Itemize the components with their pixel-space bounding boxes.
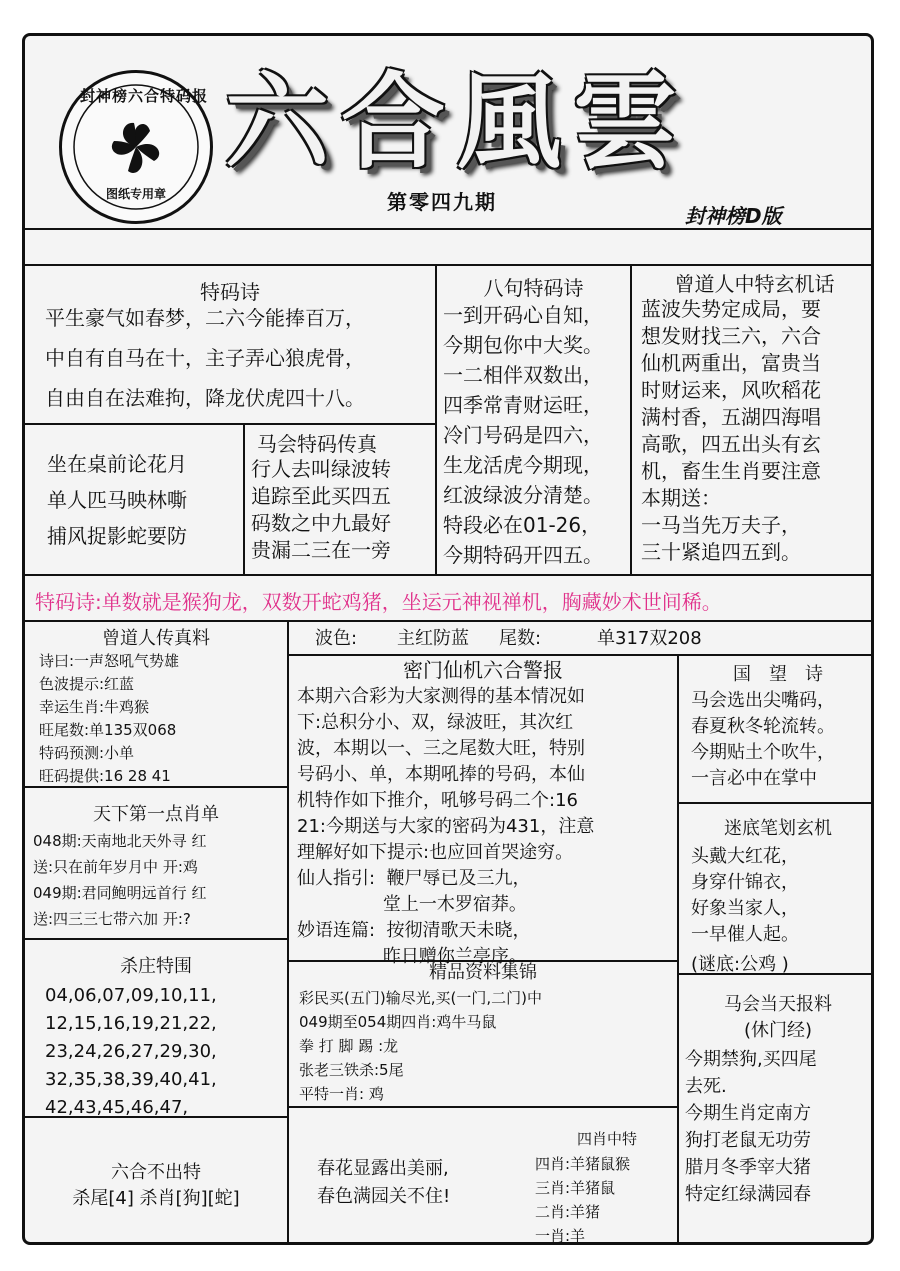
stamp-ring-text: 封神榜六合特码报 — [80, 87, 209, 105]
secret-line: 仙人指引: 鞭尸辱已及三九， — [297, 868, 531, 889]
horse-fax-body — [251, 456, 435, 564]
fine-line: 彩民买(五门)输尽光,买(一门,二门)中 — [299, 989, 542, 1007]
issue-number: 第零四九期 — [387, 190, 497, 214]
eight-line: 特段必在01-26， — [443, 513, 602, 537]
zeng-talk-line: 机，畜生生肖要注意 — [641, 459, 821, 483]
secret-line: 昨日赠你兰亭序。 — [297, 946, 527, 967]
four-body — [535, 1152, 677, 1245]
horse-fax-line: 追踪至此买四五 — [251, 484, 391, 508]
zodiac-list-line: 送:四三三七带六加 开:? — [33, 910, 191, 928]
four-line: 四肖:羊猪鼠猴 — [535, 1155, 631, 1173]
horse-fax-line: 码数之中九最好 — [251, 511, 391, 535]
poem-line-3: 自由自在法难拘，降龙伏虎四十八。 — [45, 386, 365, 410]
zodiac-list-title: 天下第一点肖单 — [93, 804, 219, 825]
horse-report-body — [685, 1046, 874, 1208]
wave-label: 波色: — [315, 628, 358, 649]
zodiac-list-body — [33, 828, 285, 932]
zeng-fax-line: 幸运生肖:牛鸡猴 — [39, 698, 150, 716]
zeng-fax-body — [39, 650, 285, 788]
horse-fax-line: 行人去叫绿波转 — [251, 457, 391, 481]
secret-line: 堂上一木罗宿莽。 — [297, 894, 527, 915]
zodiac-list-line: 048期:天南地北天外寻 红 — [33, 832, 207, 850]
seal-stamp — [59, 70, 213, 224]
horse-report-line: 今期生肖定南方 — [685, 1103, 811, 1124]
tail-label: 尾数: — [499, 628, 542, 649]
riddle-title: 迷底笔划玄机 — [724, 818, 832, 839]
moon-line-3: 捕风捉影蛇要防 — [47, 524, 187, 548]
zeng-fax-line: 特码预测:小单 — [39, 744, 135, 762]
horse-fax-title: 马会特码传真 — [257, 432, 377, 456]
secret-line: 21:今期送与大家的密码为431，注意 — [297, 816, 595, 837]
fine-line: 平特一肖: 鸡 — [299, 1085, 384, 1103]
riddle-answer: (谜底:公鸡 ) — [691, 954, 789, 975]
horse-fax-line: 贵漏二三在一旁 — [251, 538, 391, 562]
national-line: 春夏秋冬轮流转。 — [691, 716, 835, 737]
zeng-talk-body — [641, 296, 874, 566]
horse-report-subtitle: (休门经) — [743, 1020, 813, 1041]
spring-line-1: 春花显露出美丽, — [317, 1158, 449, 1179]
eight-line: 四季常青财运旺， — [443, 393, 603, 417]
riddle-line: 好象当家人， — [691, 898, 799, 919]
fine-body — [299, 986, 675, 1106]
moon-line-1: 坐在桌前论花月 — [47, 452, 187, 476]
eight-line: 一二相伴双数出， — [443, 363, 603, 387]
fine-line: 张老三铁杀:5尾 — [299, 1061, 404, 1079]
zeng-fax-line: 旺码提供:16 28 41 — [39, 767, 171, 785]
spring-line-2: 春色满园关不住! — [317, 1186, 451, 1207]
secret-line: 本期六合彩为大家测得的基本情况如 — [297, 686, 585, 707]
zodiac-list-line: 送:只在前年岁月中 开:鸡 — [33, 858, 198, 876]
national-line: 今期贴土个吹牛， — [691, 742, 835, 763]
horse-report-line: 去死. — [685, 1076, 727, 1097]
masthead-title: 六合風雲 — [225, 60, 690, 183]
kill-body — [45, 982, 285, 1122]
poem-title: 特码诗 — [200, 280, 260, 304]
horse-report-line: 今期禁狗,买四尾 — [685, 1049, 817, 1070]
eight-line: 今期包你中大奖。 — [443, 333, 603, 357]
eight-line: 今期特码开四五。 — [443, 543, 603, 567]
kill-line: 32,35,38,39,40,41, — [45, 1069, 217, 1090]
fine-line: 拳 打 脚 踢 :龙 — [299, 1037, 399, 1055]
secret-line: 理解好如下提示:也应回首哭途穷。 — [297, 842, 574, 863]
zeng-talk-line: 一马当先万夫子， — [641, 513, 801, 537]
eight-line: 一到开码心自知， — [443, 303, 603, 327]
tail-value: 单317双208 — [597, 628, 702, 649]
zeng-fax-line: 诗曰:一声怒吼气势雄 — [39, 652, 180, 670]
zeng-talk-line: 本期送： — [641, 486, 721, 510]
secret-line: 波，本期以一、三之尾数大旺，特别 — [297, 738, 585, 759]
four-line: 一肖:羊 — [535, 1227, 586, 1245]
zodiac-list-line: 049期:君同鲍明远首行 红 — [33, 884, 207, 902]
eight-line: 红波绿波分清楚。 — [443, 483, 603, 507]
kill-title: 杀庄特围 — [120, 956, 192, 977]
horse-report-line: 特定红绿满园春 — [685, 1184, 811, 1205]
zeng-fax-line: 旺尾数:单135双068 — [39, 721, 177, 739]
zeng-talk-line: 想发财找三六，六合 — [641, 324, 821, 348]
eight-line: 生龙活虎今期现， — [443, 453, 603, 477]
zeng-talk-line: 高歌，四五出头有玄 — [641, 432, 821, 456]
kill-line: 23,24,26,27,29,30, — [45, 1041, 217, 1062]
secret-body — [297, 684, 677, 970]
wave-value: 主红防蓝 — [397, 628, 469, 649]
fine-title: 精品资料集锦 — [429, 962, 537, 983]
zeng-fax-title: 曾道人传真料 — [102, 628, 210, 649]
four-title: 四肖中特 — [577, 1130, 638, 1148]
national-title: 国 望 诗 — [733, 664, 823, 685]
four-line: 二肖:羊猪 — [535, 1203, 601, 1221]
zeng-talk-title: 曾道人中特玄机话 — [674, 272, 835, 296]
fine-line: 049期至054期四肖:鸡牛马鼠 — [299, 1013, 497, 1031]
riddle-line: 身穿什锦衣， — [691, 872, 799, 893]
riddle-line: 头戴大红花， — [691, 846, 799, 867]
kill-line: 42,43,45,46,47, — [45, 1097, 189, 1118]
no-show-line: 杀尾[4] 杀肖[狗][蛇] — [72, 1188, 240, 1209]
riddle-body — [691, 844, 874, 978]
poem-line-2: 中自有自马在十，主子弄心狼虎骨， — [45, 346, 365, 370]
kill-line: 04,06,07,09,10,11, — [45, 985, 217, 1006]
horse-report-line: 狗打老鼠无功劳 — [685, 1130, 811, 1151]
zeng-talk-line: 满村香，五湖四海唱 — [641, 405, 821, 429]
zeng-fax-line: 色波提示:红蓝 — [39, 675, 135, 693]
zeng-talk-line: 仙机两重出，富贵当 — [641, 351, 821, 375]
national-body — [691, 688, 874, 792]
newspaper-page — [22, 33, 874, 1245]
edition-label: 封神榜D版 — [685, 204, 782, 228]
kill-line: 12,15,16,19,21,22, — [45, 1013, 217, 1034]
poem-line-1: 平生豪气如春梦，二六今能捧百万， — [45, 306, 365, 330]
banner-poem: 特码诗:单数就是猴狗龙，双数开蛇鸡猪，坐运元神视禅机，胸藏妙术世间稀。 — [35, 590, 722, 614]
four-line: 三肖:羊猪鼠 — [535, 1179, 616, 1197]
national-line: 马会选出尖嘴码， — [691, 690, 835, 711]
secret-title: 密门仙机六合警报 — [403, 658, 563, 682]
eight-lines-body — [443, 300, 633, 570]
secret-line: 下:总积分小、双，绿波旺，其次红 — [297, 712, 574, 733]
zeng-talk-line: 蓝波失势定成局，要 — [641, 297, 821, 321]
riddle-line: 一早催人起。 — [691, 924, 799, 945]
secret-line: 机特作如下推介，吼够号码二个:16 — [297, 790, 578, 811]
eight-line: 冷门号码是四六， — [443, 423, 603, 447]
secret-line: 妙语连篇: 按彻清歌天未晓， — [297, 920, 531, 941]
national-line: 一言必中在掌中 — [691, 768, 817, 789]
eight-lines-title: 八句特码诗 — [483, 276, 584, 300]
zeng-talk-line: 时财运来，风吹稻花 — [641, 378, 821, 402]
secret-line: 号码小、单，本期吼捧的号码，本仙 — [297, 764, 585, 785]
no-show-title: 六合不出特 — [111, 1162, 201, 1183]
stamp-bottom-text: 图纸专用章 — [105, 187, 166, 201]
moon-line-2: 单人匹马映林嘶 — [47, 488, 187, 512]
zeng-talk-line: 三十紧追四五到。 — [641, 540, 801, 564]
horse-report-line: 腊月冬季宰大猪 — [685, 1157, 811, 1178]
horse-report-title: 马会当天报料 — [724, 994, 832, 1015]
